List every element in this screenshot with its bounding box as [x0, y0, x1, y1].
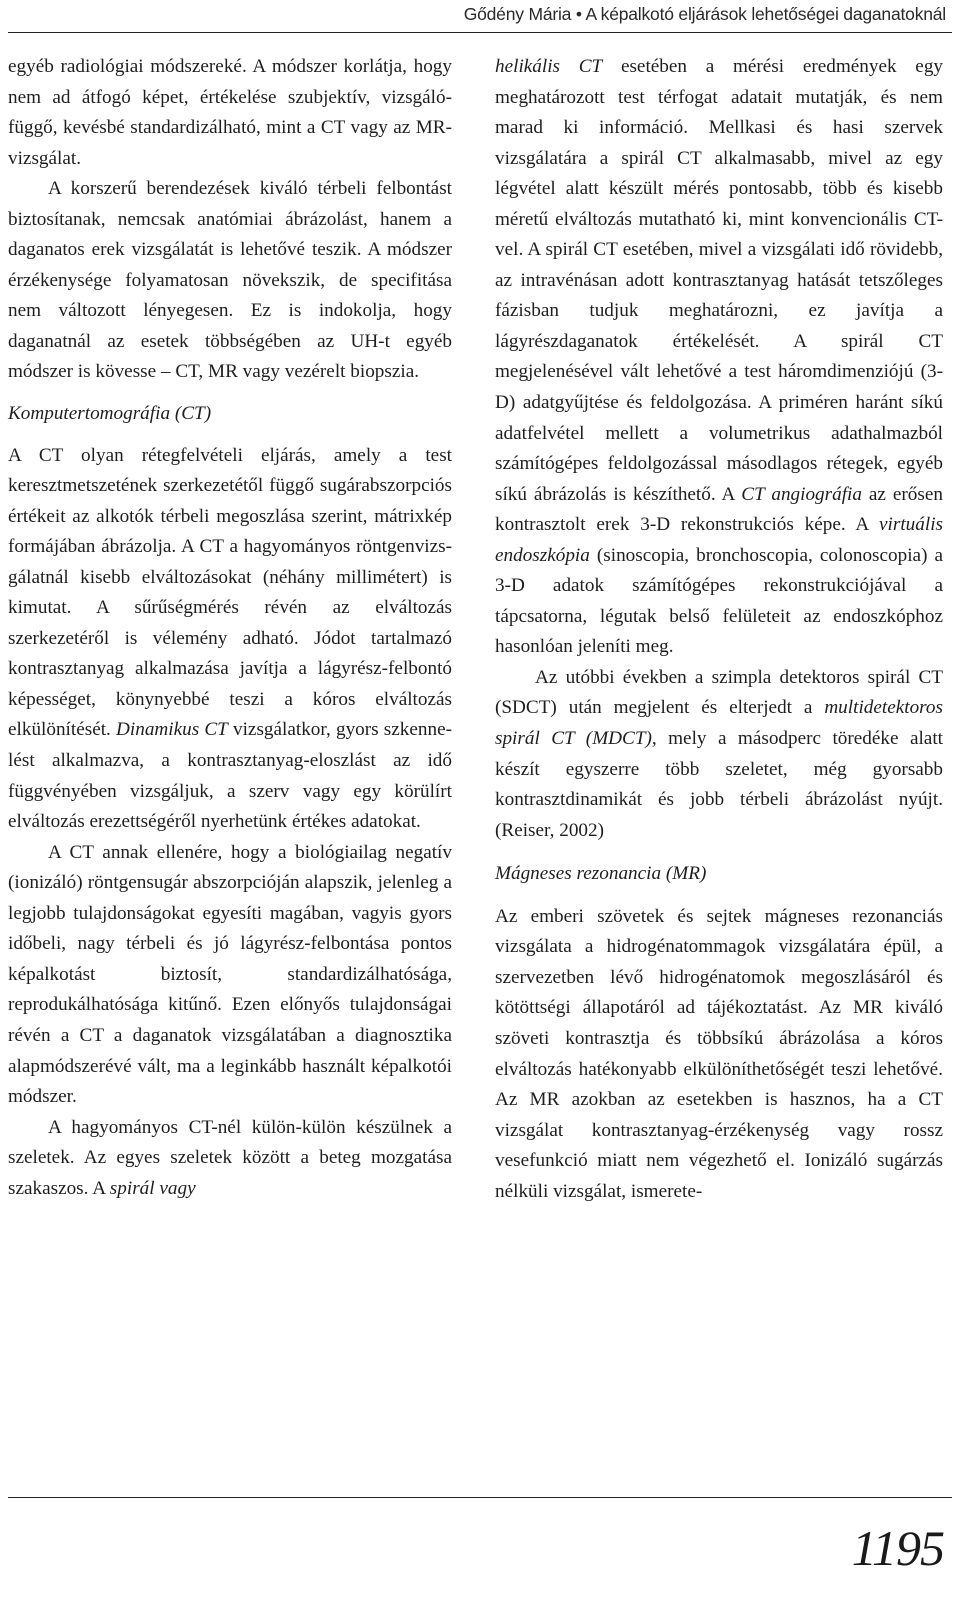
section-heading: Mágneses rezonancia (MR) [495, 863, 707, 885]
paragraph: helikális CT esetében a mérési eredmények egy meghatározott test térfogat adatait mutatják, és nem marad ki információ. Mellkasi és hasi szervek vizsgálatára a spirál CT alkalmasabb, mivel az egy légvétel alatt készült mérés pontosabb, több és kisebb méretű elváltozás mutatható ki, mint konvencionális CT-vel. A spirál CT esetében, mivel a vizsgálati idő rövidebb, az intravénásan adott kontrasztanyag hatását tetszőleges fázisban tudjuk meghatározni, ez javítja a lágyrészdaganatok értékelését. A spirál CT megjelenésével vált lehetővé a test háromdimenziójú (3-D) adatgyűjtése és feldolgozása. A priméren haránt síkú adatfelvétel mellett a volumetrikus adathalmazból számítógépes feldolgozással másodlagos rétegek, egyéb síkú ábrázolás is készíthető. A CT angiográfia az erősen kontrasztolt erek 3-D rekonstrukciós képe. A virtuális endoszkópia (sinoscopia, bronchoscopia, colonoscopia) a 3-D adatok számítógépes rekonstrukciójával a tápcsatorna, légutak belső felületeit az endoszkóphoz hasonlóan jeleníti meg. [495, 56, 944, 658]
paragraph: Az utóbbi években a szimpla detektoros spirál CT (SDCT) után megjelent és elterjedt a multidetektoros spirál CT (MDCT), mely a másodperc töredéke alatt készít egyszerre több szeletet, még gyorsabb kontrasztdinamikát és jobb térbeli ábrázolást nyújt. (Reiser, 2002) [495, 666, 943, 841]
paragraph: Az emberi szövetek és sejtek mágneses rezonanciás vizsgálata a hidrogénatommagok vizsgálatára épül, a szervezetben lévő hidrogénatomok megoszlásáról és kötöttségi állapotáról ad tájékoztatást. Az MR kiváló szöveti kontrasztja és többsíkú ábrázolása a kóros elváltozás hatékonyabb elkülöníthetőségét teszi lehetővé. Az MR azokban az esetekben is hasznos, ha a CT vizsgálat kontrasztanyag-érzékenység vagy rossz vesefunkció miatt nem végezhető el. Ionizáló sugárzás nélküli vizsgálat, ismerete- [495, 905, 943, 1202]
footer-rule [8, 1497, 952, 1498]
paragraph: A korszerű berendezések kiváló térbeli felbontást biztosítanak, nemcsak anatómiai ábrázolást, hanem a daganatos erek vizsgálatát is lehetővé teszik. A módszer érzékenysége folyamatosan növekszik, de specifitása nem változott lényegesen. Ez is indokolja, hogy daganatnál az esetek többségében az UH-t egyéb módszer is kövesse – CT, MR vagy vezérelt biopszia. [8, 178, 452, 383]
page-number: 1195 [851, 1520, 944, 1576]
paragraph: egyéb radiológiai módszereké. A módszer korlátja, hogy nem ad átfogó képet, értékelése szubjektív, vizsgáló-függő, kevésbé standardizálható, mint a CT vagy az MR-vizsgálat. [8, 56, 452, 169]
header-rule [8, 32, 952, 33]
paragraph: A CT annak ellenére, hogy a biológiailag negatív (ionizáló) röntgensugár abszorpcióján alapszik, jelenleg a legjobb tulajdonságokat egyesíti magában, vagyis gyors időbeli, nagy térbeli és jó lágyrész-felbontása pontos képalkotást biztosít, standardizálhatósága, reprodukálhatósága kitűnő. Ezen előnyős tulajdonságai révén a CT a daganatok vizsgálatában a diagnosztika alapmódszerévé vált, ma a leginkább használt képalkotói módszer. [8, 841, 452, 1108]
paragraph: A CT olyan rétegfelvételi eljárás, amely a test keresztmetszetének szerkezetétől függő sugárabszorpciós értékeit az alkotók térbeli megoszlása szerint, mátrixkép formájában ábrázolja. A CT a hagyományos röntgenvizsgálatnál kisebb elváltozásokat (néhány millimétert) is kimutat. A sűrűségmérés révén az elváltozás szerkezetéről is vélemény adható. Jódot tartalmazó kontrasztanyag alkalmazása javítja a lágyrész-felbontó képességet, könynyebbé teszi a kóros elváltozás elkülönítését. Dinamikus CT vizsgálatkor, gyors szkennelést alkalmazva, a kontrasztanyag-eloszlást az idő függvényében vizsgáljuk, a szerv vagy egy körülírt elváltozás erezettségéről nyerhetünk értékes adatokat. [8, 444, 452, 833]
paragraph: A hagyományos CT-nél külön-külön készülnek a szeletek. Az egyes szeletek között a beteg mozgatása szakaszos. A spirál vagy [8, 1116, 452, 1199]
section-heading: Komputertomográfia (CT) [8, 403, 212, 425]
left-column [8, 52, 452, 1204]
right-column [495, 52, 943, 1207]
running-head: Gődény Mária • A képalkotó eljárások lehetőségei daganatoknál [463, 4, 946, 24]
